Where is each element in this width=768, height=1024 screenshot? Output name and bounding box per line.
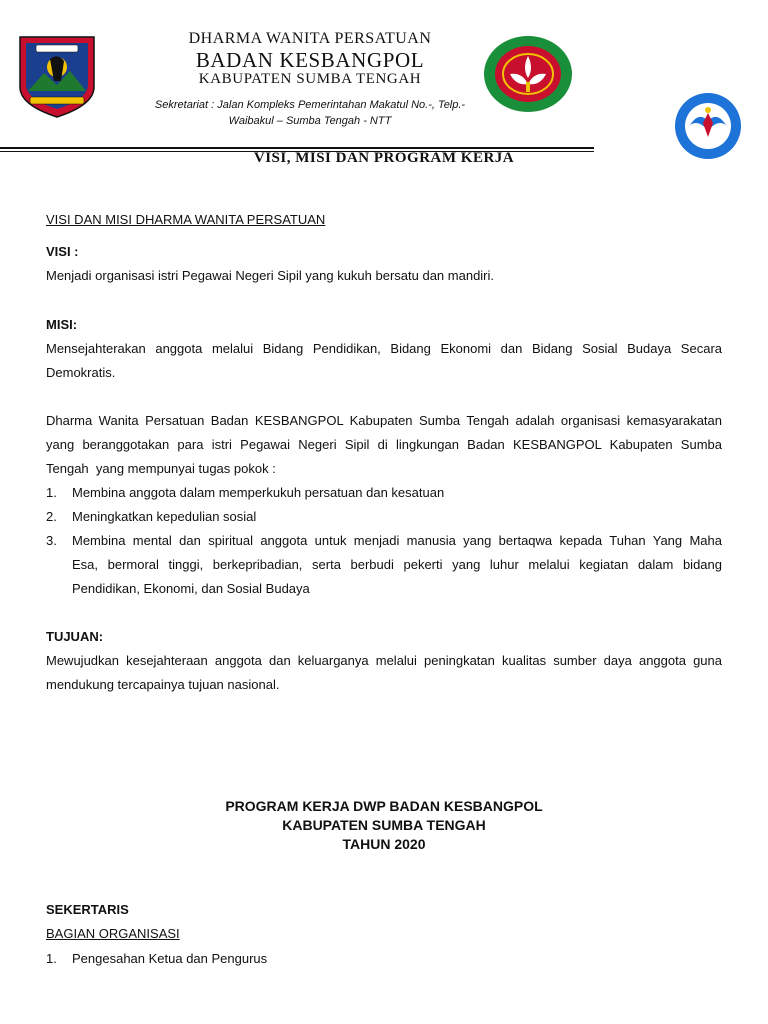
section-label: SEKERTARIS: [46, 902, 129, 917]
task-text-line1: Membina mental dan spiritual anggota untuk menjadi manusia yang bertaqwa kepada Tuhan Yang Maha: [72, 533, 722, 548]
header-divider-thick: [0, 147, 594, 149]
task-text-line3: Pendidikan, Ekonomi, dan Sosial Budaya: [72, 581, 310, 596]
subsection-label: BAGIAN ORGANISASI: [46, 926, 180, 941]
misi-text-line2: Demokratis.: [46, 365, 116, 380]
intro-line2: yang beranggotakan para istri Pegawai Negeri Sipil di lingkungan Badan KESBANGPOL Kabupaten Sumba: [46, 437, 722, 452]
task-number: 3.: [46, 533, 57, 548]
misi-text-line1: Mensejahterakan anggota melalui Bidang Pendidikan, Bidang Ekonomi dan Bidang Sosial Budaya Secara: [46, 341, 722, 356]
org-name-line2: BADAN KESBANGPOL: [195, 48, 425, 72]
org-name-line1: DHARMA WANITA PERSATUAN: [188, 30, 432, 47]
task-text: Meningkatkan kepedulian sosial: [72, 509, 257, 524]
address-line1: Sekretariat : Jalan Kompleks Pemerintahan Makatul No.-, Telp.-: [154, 99, 466, 111]
program-item-text: Pengesahan Ketua dan Pengurus: [72, 951, 268, 966]
misi-label: MISI:: [46, 317, 78, 332]
intro-line1: Dharma Wanita Persatuan Badan KESBANGPOL Kabupaten Sumba Tengah adalah organisasi kemasyarakatan: [46, 413, 722, 428]
document-title: VISI, MISI DAN PROGRAM KERJA: [253, 150, 515, 166]
tujuan-line1: Mewujudkan kesejahteraan anggota dan keluarganya melalui peningkatan kualitas sumber daya anggota guna: [46, 653, 722, 668]
program-title-line3: TAHUN 2020: [342, 836, 426, 852]
address-line2: Waibakul – Sumba Tengah - NTT: [228, 115, 392, 127]
visi-text: Menjadi organisasi istri Pegawai Negeri Sipil yang kukuh bersatu dan mandiri.: [46, 268, 495, 283]
address: [130, 97, 490, 129]
task-text-line2: Esa, bermoral tinggi, berkepribadian, serta berbudi pekerti yang luhur melalui kegiatan dalam bidang: [72, 557, 722, 572]
task-number: 1.: [46, 485, 57, 500]
kabupaten-shield-icon: [14, 33, 100, 119]
dharma-wanita-logo-icon: [482, 34, 574, 114]
org-name-line3: KABUPATEN SUMBA TENGAH: [198, 71, 422, 87]
tujuan-line2: mendukung tercapainya tujuan nasional.: [46, 677, 280, 692]
dharma-wanita-emblem: [482, 34, 574, 114]
task-text: Membina anggota dalam memperkukuh persatuan dan kesatuan: [72, 485, 445, 500]
program-title-line2: KABUPATEN SUMBA TENGAH: [282, 817, 486, 833]
kabupaten-emblem: [14, 33, 100, 119]
program-item-number: 1.: [46, 951, 57, 966]
program-title-line1: PROGRAM KERJA DWP BADAN KESBANGPOL: [225, 798, 543, 814]
tujuan-label: TUJUAN:: [46, 629, 104, 644]
task-number: 2.: [46, 509, 57, 524]
intro-line3: Tengah yang mempunyai tugas pokok :: [46, 461, 276, 476]
visi-label: VISI :: [46, 244, 79, 259]
visi-misi-heading: VISI DAN MISI DHARMA WANITA PERSATUAN: [46, 212, 326, 227]
